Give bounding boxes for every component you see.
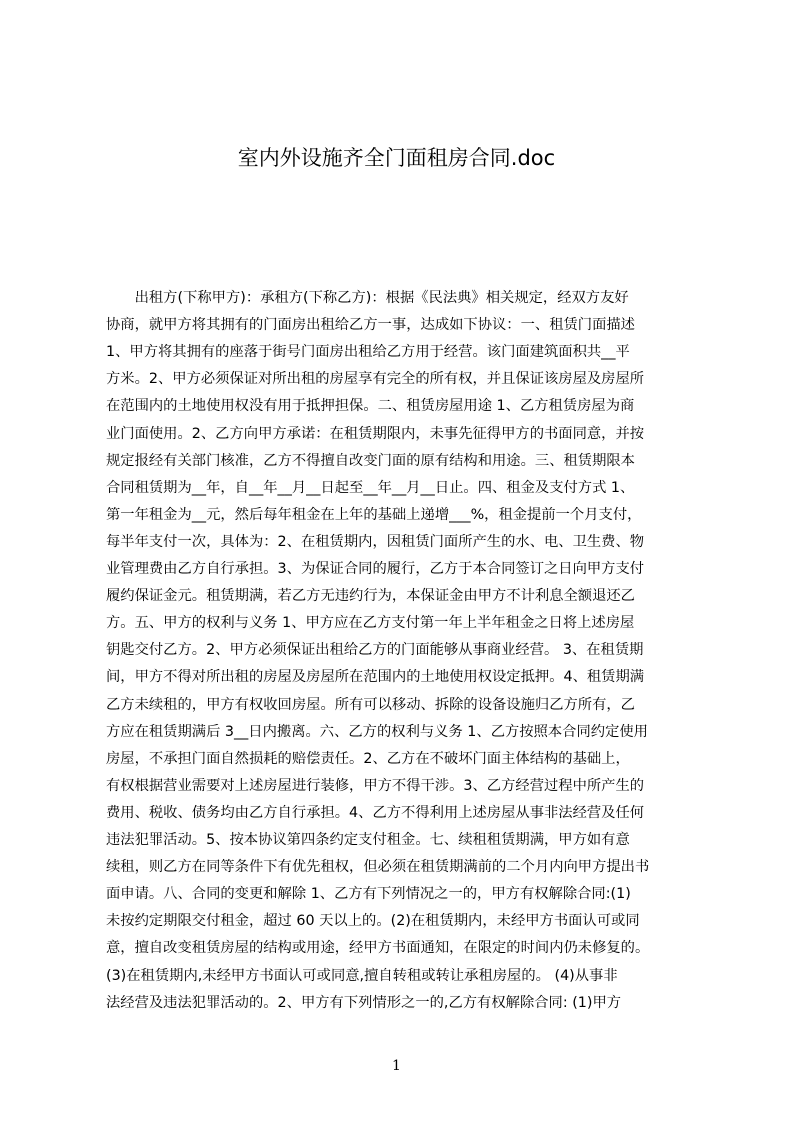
contract-line: 面申请。八、合同的变更和解除 1、乙方有下列情况之一的，甲方有权解除合同:(1): [106, 886, 631, 903]
contract-line: 法经营及违法犯罪活动的。2、甲方有下列情形之一的,乙方有权解除合同: (1)甲方: [106, 994, 622, 1011]
contract-line: 每半年支付一次，具体为：2、在租赁期内，因租赁门面所产生的水、电、卫生费、物: [106, 533, 645, 550]
contract-line: 违法犯罪活动。5、按本协议第四条约定支付租金。七、续租租赁期满，甲方如有意: [106, 832, 630, 848]
contract-line: 在范围内的土地使用权没有用于抵押担保。二、租赁房屋用途 1、乙方租赁房屋为商: [106, 398, 635, 415]
contract-line: 费用、税收、债务均由乙方自行承担。4、乙方不得利用上述房屋从事非法经营及任何: [106, 804, 645, 821]
contract-line: 未按约定期限交付租金，超过 60 天以上的。(2)在租赁期内，未经甲方书面认可或同: [106, 913, 640, 930]
page-number: 1: [392, 1058, 401, 1074]
contract-line: 第一年租金为__元，然后每年租金在上年的基础上递增___%，租金提前一个月支付，: [106, 506, 642, 523]
contract-line: 1、甲方将其拥有的座落于街号门面房出租给乙方用于经营。该门面建筑面积共__平: [106, 344, 630, 361]
contract-line: 履约保证金元。租赁期满，若乙方无违约行为，本保证金由甲方不计利息全额退还乙: [106, 588, 635, 605]
contract-line: 方。五、甲方的权利与义务 1、甲方应在乙方支付第一年上半年租金之日将上述房屋: [106, 615, 635, 632]
document-title: 室内外设施齐全门面租房合同.doc: [237, 146, 556, 170]
contract-line: 钥匙交付乙方。2、甲方必须保证出租给乙方的门面能够从事商业经营。 3、在租赁期: [106, 642, 644, 659]
contract-line: 合同租赁期为__年，自__年__月__日起至__年__月__日止。四、租金及支付方式 1、: [106, 479, 635, 496]
contract-line: 方应在租赁期满后 3__日内搬离。六、乙方的权利与义务 1、乙方按照本合同约定使用: [106, 723, 648, 740]
contract-line: 有权根据营业需要对上述房屋进行装修，甲方不得干涉。3、乙方经营过程中所产生的: [106, 777, 645, 794]
contract-line: 意，擅自改变租赁房屋的结构或用途，经甲方书面通知，在限定的时间内仍未修复的。: [106, 940, 650, 957]
contract-body: [106, 285, 696, 1045]
contract-line: 业管理费由乙方自行承担。3、为保证合同的履行，乙方于本合同签订之日向甲方支付: [106, 561, 645, 577]
contract-line: 方米。2、甲方必须保证对所出租的房屋享有完全的所有权，并且保证该房屋及房屋所: [106, 371, 645, 388]
contract-line: 出租方(下称甲方)：承租方(下称乙方)：根据《民法典》相关规定，经双方友好: [106, 290, 629, 306]
contract-line: 乙方未续租的，甲方有权收回房屋。所有可以移动、拆除的设备设施归乙方所有，乙: [106, 696, 635, 713]
contract-line: 规定报经有关部门核准，乙方不得擅自改变门面的原有结构和用途。三、租赁期限本: [106, 452, 635, 469]
contract-line: 业门面使用。2、乙方向甲方承诺：在租赁期限内，未事先征得甲方的书面同意，并按: [106, 425, 645, 442]
contract-line: (3)在租赁期内,未经甲方书面认可或同意,擅自转租或转让承租房屋的。 (4)从事非: [106, 967, 618, 984]
contract-line: 房屋，不承担门面自然损耗的赔偿责任。2、乙方在不破坏门面主体结构的基础上，: [106, 750, 630, 767]
contract-line: 续租，则乙方在同等条件下有优先租权，但必须在租赁期满前的二个月内向甲方提出书: [106, 859, 650, 876]
contract-line: 协商，就甲方将其拥有的门面房出租给乙方一事，达成如下协议：一、租赁门面描述: [106, 317, 635, 334]
contract-line: 间，甲方不得对所出租的房屋及房屋所在范围内的土地使用权设定抵押。4、租赁期满: [106, 669, 645, 686]
